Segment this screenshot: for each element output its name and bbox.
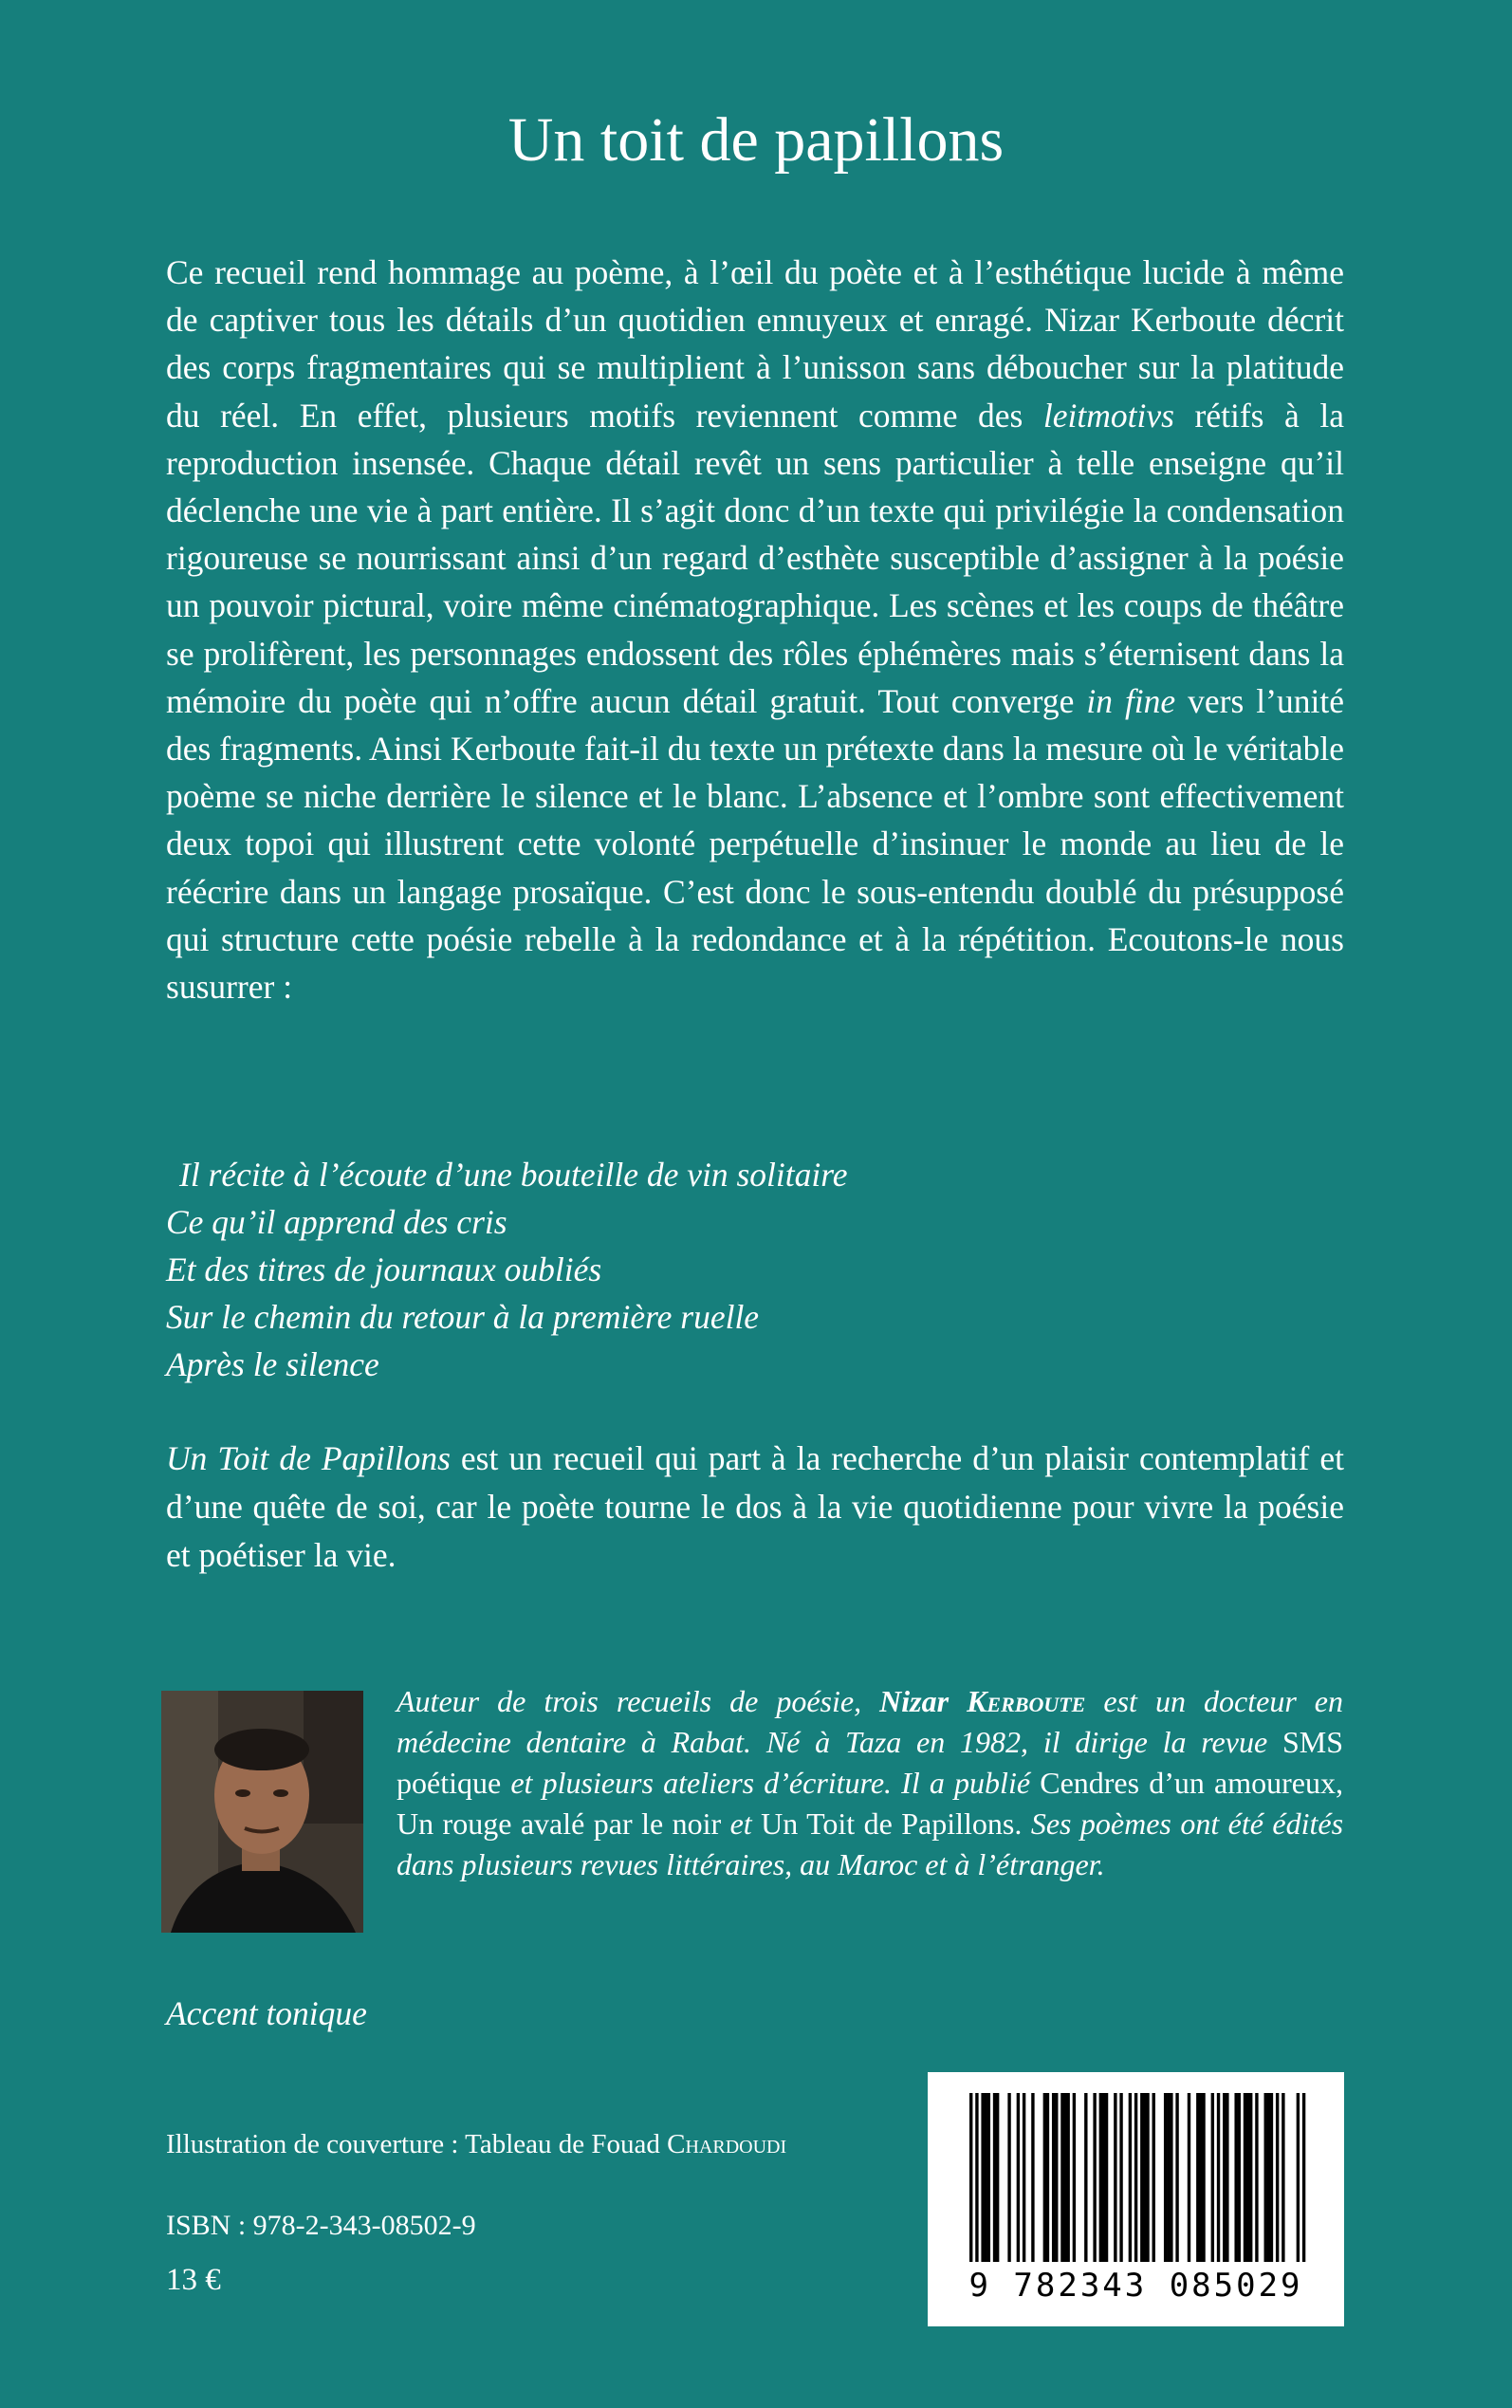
barcode-bar xyxy=(1060,2093,1063,2262)
barcode-bar xyxy=(975,2093,978,2262)
barcode-bar xyxy=(1270,2093,1273,2262)
barcode-number: 9 782343 085029 xyxy=(968,2267,1303,2305)
credit-prefix: Illustration de couverture : Tableau de Fouad xyxy=(166,2129,668,2159)
barcode-bar xyxy=(1129,2093,1132,2262)
poem-line: Après le silence xyxy=(166,1345,379,1383)
barcode-bar xyxy=(1226,2093,1228,2262)
barcode-bar xyxy=(1099,2093,1102,2262)
barcode-bar xyxy=(1007,2093,1010,2262)
bio-roman-title: Cendres d’un amoureux, xyxy=(1040,1766,1344,1800)
barcode-bar xyxy=(1249,2093,1252,2262)
bio-text: Ses poèmes ont été édités dans plusieurs revues littéraires, au Maroc et à l’étranger. xyxy=(396,1806,1344,1881)
barcode-bar xyxy=(1066,2093,1069,2262)
bio-author-last: Kerboute xyxy=(967,1684,1086,1718)
barcode-bar xyxy=(1073,2093,1076,2262)
barcode xyxy=(928,2072,1344,2326)
barcode-bar xyxy=(1093,2093,1096,2262)
closing-book-title: Un Toit de Papillons xyxy=(166,1439,451,1477)
barcode-bar xyxy=(1202,2093,1205,2262)
barcode-bar xyxy=(1052,2093,1055,2262)
poem-line: Ce qu’il apprend des cris xyxy=(166,1203,507,1241)
barcode-bar xyxy=(1105,2093,1108,2262)
bio-author-name xyxy=(879,1684,1085,1718)
book-title: Un toit de papillons xyxy=(507,105,1005,175)
barcode-bar xyxy=(987,2093,990,2262)
closing-paragraph xyxy=(166,1435,1344,1580)
barcode-bar xyxy=(1043,2093,1046,2262)
bio-text: est un docteur en médecine dentaire à Rabat. Né à Taza en 1982, il dirige la revue xyxy=(396,1684,1344,1759)
barcode-bar xyxy=(1211,2093,1214,2262)
bio-author-first: Nizar xyxy=(879,1684,968,1718)
barcode-bar xyxy=(1084,2093,1087,2262)
illustration-credit xyxy=(166,2127,786,2161)
barcode-bar xyxy=(1170,2093,1172,2262)
barcode-bar xyxy=(1244,2093,1246,2262)
collection-name: Accent tonique xyxy=(166,1994,367,2032)
poem-line: Sur le chemin du retour à la première ruelle xyxy=(166,1298,760,1336)
barcode-bar xyxy=(1023,2093,1025,2262)
barcode-bar xyxy=(1217,2093,1220,2262)
barcode-bar xyxy=(1119,2093,1122,2262)
barcode-bar xyxy=(1238,2093,1241,2262)
bio-text: et xyxy=(721,1806,762,1841)
barcode-bar xyxy=(1267,2093,1270,2262)
barcode-bar xyxy=(985,2093,987,2262)
closing-text: est un recueil qui part à la recherche d’un plaisir contemplatif et d’une quête de soi, car le poète tourne le dos à la vie quotidienne pour vivre la poésie et poétiser la vie. xyxy=(166,1439,1344,1574)
barcode-bar xyxy=(1152,2093,1155,2262)
barcode-bar xyxy=(1063,2093,1066,2262)
summary-text-2: rétifs à la reproduction insensée. Chaque détail revêt un sens particulier à telle enseigne qu’il déclenche une vie à part entière. Il s’agit donc d’un texte qui privilégie la condensation rigoureuse se nourrissant ainsi d’un regard d’esthète susceptible d’assigner à la poésie un pouvoir pictural, voire même cinématographique. Les scènes et les coups de théâtre se prolifèrent, les personnages endossent des rôles éphémères mais s’éternisent dans la mémoire du poète qui n’offre aucun détail gratuit. Tout converge xyxy=(166,396,1344,720)
summary-italic-in-fine: in fine xyxy=(1086,681,1176,720)
barcode-bar xyxy=(1282,2093,1284,2262)
barcode-bar xyxy=(993,2093,996,2262)
barcode-bar xyxy=(1234,2093,1237,2262)
barcode-bar xyxy=(1046,2093,1049,2262)
barcode-bar xyxy=(1188,2093,1190,2262)
barcode-bar xyxy=(1175,2093,1178,2262)
credit-surname: Chardoudi xyxy=(667,2129,787,2159)
barcode-bar xyxy=(996,2093,999,2262)
bio-roman-title: Un rouge avalé par le noir xyxy=(396,1806,722,1841)
barcode-bar xyxy=(1134,2093,1137,2262)
barcode-bar xyxy=(1297,2093,1300,2262)
barcode-bar xyxy=(1146,2093,1149,2262)
author-photo xyxy=(161,1691,363,1933)
bio-text: Auteur de trois recueils de poésie, xyxy=(396,1684,880,1718)
price: 13 € xyxy=(166,2263,221,2297)
barcode-bar xyxy=(1031,2093,1034,2262)
barcode-bar xyxy=(1264,2093,1267,2262)
isbn: ISBN : 978-2-343-08502-9 xyxy=(166,2210,476,2241)
barcode-bar xyxy=(981,2093,984,2262)
summary-text-1: Ce recueil rend hommage au poème, à l’œil du poète et à l’esthétique lucide à même de captiver tous les détails d’un quotidien ennuyeux et enragé. Nizar Kerboute décrit des corps fragmentaires qui se multiplient à l’unisson sans déboucher sur la platitude du réel. En effet, plusieurs motifs reviennent comme des xyxy=(166,253,1344,435)
barcode-bar xyxy=(969,2093,972,2262)
back-cover-summary xyxy=(166,249,1344,1010)
poem-excerpt xyxy=(166,1151,1344,1388)
barcode-bar xyxy=(1255,2093,1258,2262)
barcode-bar xyxy=(1246,2093,1249,2262)
author-bio xyxy=(396,1681,1343,1885)
barcode-bar xyxy=(1223,2093,1226,2262)
bio-text: et plusieurs ateliers d’écriture. Il a publié xyxy=(501,1766,1041,1800)
barcode-bar xyxy=(1143,2093,1146,2262)
barcode-bar xyxy=(1114,2093,1116,2262)
barcode-bar xyxy=(1102,2093,1105,2262)
summary-text-3: vers l’unité des fragments. Ainsi Kerboute fait-il du texte un prétexte dans la mesure où le véritable poème se niche derrière le silence et le blanc. L’absence et l’ombre sont effectivement deux topoi qui illustrent cette volonté perpétuelle d’insinuer le monde au lieu de le réécrire dans un langage prosaïque. C’est donc le sous-entendu doublé du présupposé qui structure cette poésie rebelle à la redondance et à la répétition. Ecoutons-le nous susurrer : xyxy=(166,681,1344,1007)
barcode-bar xyxy=(1055,2093,1058,2262)
barcode-bar xyxy=(1017,2093,1020,2262)
bio-roman-title: Un Toit de Papillons. xyxy=(761,1806,1023,1841)
poem-line: Il récite à l’écoute d’une bouteille de vin solitaire xyxy=(179,1156,848,1194)
barcode-bar xyxy=(1302,2093,1305,2262)
barcode-bar xyxy=(1199,2093,1202,2262)
poem-line: Et des titres de journaux oubliés xyxy=(166,1250,602,1288)
summary-italic-leitmotivs: leitmotivs xyxy=(1042,396,1174,435)
bio-roman-title: SMS poétique xyxy=(396,1725,1343,1800)
barcode-bar xyxy=(1196,2093,1199,2262)
barcode-bar xyxy=(1140,2093,1143,2262)
barcode-bar xyxy=(1167,2093,1170,2262)
barcode-bar xyxy=(1276,2093,1279,2262)
barcode-bar xyxy=(1164,2093,1167,2262)
